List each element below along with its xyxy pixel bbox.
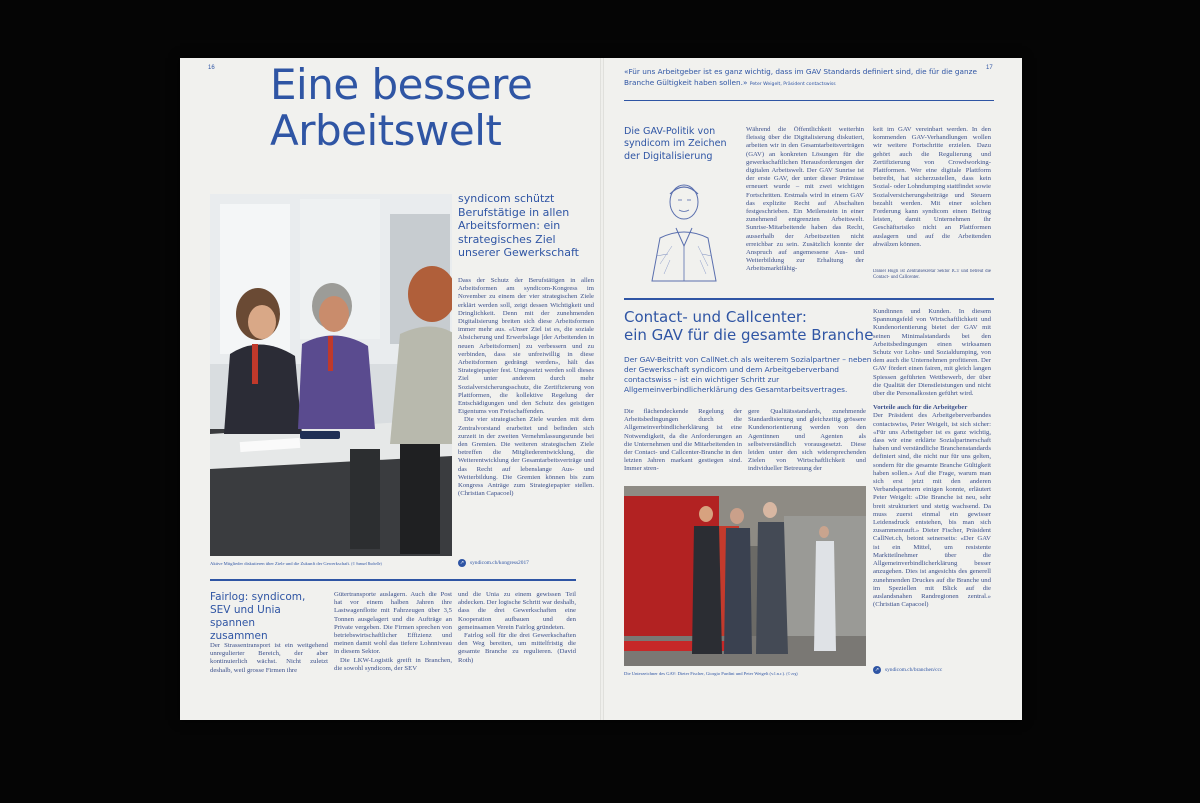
portrait-illustration [642,176,726,288]
gav-col-1 [746,126,864,290]
fairlog-col-2 [334,591,452,693]
arrow-icon: ↗ [459,560,465,566]
photo-illustration [624,486,866,666]
headline [270,62,532,154]
photo-gav-signatories [624,486,866,666]
callcenter-col-1 [624,408,742,482]
portrait-sketch [642,176,726,288]
magazine-spread [180,58,1022,720]
caption-credit: (© Samuel Buchelle) [351,562,382,566]
article-subhead: syndicom schützt Berufstätige in allen Arbeitsformen: ein strategisches Ziel unserer Gewerkschaft [458,192,579,260]
link-text: syndicom.ch/branchen/ccc [885,667,943,673]
quote-attribution: Peter Weigelt, Präsident contactswiss [749,81,836,87]
callcenter-title-line-1: Contact- und Callcenter: [624,308,807,326]
fairlog-title: Fairlog: syndicom, SEV und Unia spannen zusammen [210,591,306,642]
fairlog-paragraph: Der Strassentransport ist ein weitgehend unregulierter Bereich, der aber kontinuierlich wächst. Nicht zuletzt deshalb, weil grosse Firmen ihre [210,642,328,674]
callcenter-paragraph: Kundinnen und Kunden. In diesem Spannungsfeld von Wirtschaftlichkeit und Kundenorientierung bietet der GAV mit seinen Minimalstandards bei den Arbeitsbedingungen einen wirksamen Schutz vor Lohn- und Sozialdumping, von dem auch die Unternehmen profitieren. Der GAV fördert einen fairen, mit gleich langen Spiessen geführten Wettbewerb, der über die Qualität der Dienstleistungen und nicht über die Personalkosten geführt wird. [873,308,991,398]
callcenter-paragraph: Der Präsident des Arbeitgeberverbandes contactswiss, Peter Weigelt, ist sich sicher: «Für uns Arbeitgeber ist es ganz wichtig, dass wir eine erklärte Sozialpartnerschaft haben und verständliche Branchenstandards definiert sind, die nicht nur für uns gelten, sondern für die gesamte Branche Gültigkeit haben sollen.» Auf die Frage, warum man sich erst jetzt mit den anderen Verbandspartnern einigen konnte, erläutert Peter Weigelt: «Die Branche ist neu, sehr breit strukturiert und stetig wachsend. Da muss zuerst einmal ein gewisser Leidensdruck entstehen, bis man sich zusammenrauft.» Dieter Fischer, Präsident CallNet.ch, betont seinerseits: «Der GAV ist ein Mittel, um resistente Marktteilnehmer über die Allgemeinverbindlicherklärung besser anzugehen. Dies ist angesichts des generell zunehmenden Druckes auf die Branche und im Speziellen mit Blick auf die auslandsnahen Randregionen zentral.» (Christian Capacoel) [873,412,991,609]
page-number-right: 17 [986,65,993,71]
section-rule [624,298,994,300]
callcenter-lead: Der GAV-Beitritt von CallNet.ch als weiterem Sozialpartner – neben der Gewerkschaft syndicom und dem Arbeitgeberverband contactswiss – ist ein wichtiger Schritt zur Allgemeinverbindlicherklärung des Gesamtarbeitsvertrages. [624,355,872,394]
callcenter-col-3 [873,308,991,672]
callcenter-col-2 [748,408,866,482]
fairlog-col-1 [210,642,328,692]
photo-caption-left [210,561,382,566]
photo-illustration [210,194,452,556]
gav-col-2 [873,126,991,258]
gutter [600,58,604,720]
callcenter-paragraph: Die flächendeckende Regelung der Arbeitsbedingungen durch die Allgemeinverbindlicherklärung ist eine Notwendigkeit, da die Anforderungen an die Unternehmen und die Mitarbeitenden in der Contact- und Callcenter-Branche in den letzten Jahren markant gestiegen sind. Immer stren- [624,408,742,473]
callcenter-title-line-2: ein GAV für die gesamte Branche [624,326,874,344]
section-rule [210,579,576,581]
gav-paragraph: keit im GAV vereinbart werden. In den kommenden GAV-Verhandlungen wollen wir weitere Fortschritte erzielen. Dazu gehört auch die Regulierung und Zertifizierung von Crowdworking-Plattformen. Wer eine digitale Plattform betreibt, hat sicherzustellen, dass kein Sozial- oder Lohndumping stattfindet sowie Sozialversicherungsbeiträge und Steuern bezahlt werden. Mit einer solchen Forderung kann syndicom einen Beitrag leisten, damit Unternehmen ihr Geschäftsrisiko nicht an Plattformen auslagern und auf die Arbeitenden abwälzen können. [873,126,991,248]
article-body-left [458,277,594,557]
fairlog-paragraph: und die Unia zu einem gewissen Teil abdecken. Der logische Schritt war deshalb, dass die drei Gewerkschaften eine Kooperation aufbauen und den gemeinsamen Verein Fairlog gründeten. [458,591,576,631]
headline-line-1: Eine bessere [270,60,533,109]
photo-members-discussing [210,194,452,556]
article-paragraph: Dass der Schutz der Berufstätigen in allen Arbeitsformen am syndicom-Kongress im November zu einem der vier strategischen Ziele erklärt werden soll, zeigt dessen Wichtigkeit und Dringlichkeit. Denn mit der zunehmenden Digitalisierung breiten sich diese Arbeitsformen immer mehr aus. «Unser Ziel ist es, die soziale Absicherung und Erwerbslage [der Arbeitenden in neuen Arbeitsformen] zu verbessern und zu verbinden, dass sie unfreiwillig in diese Arbeitsformen gedrängt werden», hält das Strategiepapier fest. Umgesetzt werden soll dieses Ziel unter anderem durch mehr Sozialversicherungsschutz, die Zertifizierung von Plattformen, die kollektive Regelung der Entschädigungen und den Schutz des geistigen Eigentums von Freischaffenden. [458,277,594,416]
fairlog-paragraph: Fairlog soll für die drei Gewerkschaften den Weg bereiten, um mittelfristig die gesamte Branche zu regulieren. (David Roth) [458,632,576,664]
caption-credit: (© zvg) [786,672,798,676]
callcenter-title [624,308,873,344]
headline-line-2: Arbeitswelt [270,106,502,155]
article-paragraph: Die vier strategischen Ziele wurden mit dem Zentralvorstand erarbeitet und befinden sich zurzeit in der zweiten Vernehmlassungsrunde bei den Gremien. Die weiteren strategischen Ziele betreffen die Mitgliederentwicklung, die Weiterentwicklung der Gesamtarbeitsverträge und das Recht auf lebenslange Aus- und Weiterbildung. Die Gremien können bis zum Kongress Anträge zum Strategiepapier stellen. (Christian Capacoel) [458,416,594,498]
arrow-icon: ↗ [874,667,880,673]
callcenter-subheading: Vorteile auch für die Arbeitgeber [873,404,968,412]
quote-rule [624,100,994,101]
page-number-left: 16 [208,65,215,71]
gav-author-note: Daniel Hügli ist Zentralsekretär Sektor ICT und betreut die Contact- und Callcenter. [873,269,991,280]
callcenter-paragraph: gere Qualitätsstandards, zunehmende Standardisierung und gleichzeitig grössere Kundenorientierung werden von den Agentinnen und Agenten als selbstverständlich vorausgesetzt. Diese leiden unter den sich widersprechenden Zielen von Wirtschaftlichkeit und individueller Betreuung der [748,408,866,473]
fairlog-paragraph: Die LKW-Logistik greift in Branchen, die sowohl syndicom, der SEV [334,656,452,672]
gav-paragraph: Während die Öffentlichkeit weiterhin fleissig über die Digitalisierung diskutiert, arbeiten wir in den Gesamtarbeitsverträgen (GAV) an konkreten Lösungen für die gewerkschaftlichen Herausforderungen der digitalen Arbeitswelt. Der GAV Sunrise ist der erste GAV, der unter dieser Prämisse erneuert wurde – mit zwei wichtigen Fortschritten. Erstmals wird in einem GAV das explizite Recht auf Abschalten festgeschrieben. Ein Meilenstein in einer zunehmend entgrenzten Arbeitswelt. Sunrise-Mitarbeitende haben das Recht, ausserhalb der Arbeitszeiten nicht erreichbar zu sein. Zusätzlich konnte der Anspruch auf angemessene Aus- und Weiterbildung zur Erhaltung der Arbeitsmarktfähig- [746,126,864,273]
caption-text: Die Unterzeichner des GAV: Dieter Fischer, Giorgio Pardini und Peter Weigelt (v.l.n.r.). [624,671,786,676]
photo-caption-right [624,671,798,676]
top-quote [624,67,984,90]
link-branchen[interactable] [873,666,942,674]
fairlog-paragraph: Gütertransporte auslagern. Auch die Post hat vor einem halben Jahren ihre Lastwagenflotte mit Fahrzeugen über 3,5 Tonnen ausgelagert und die Aufträge an Private vergeben. Die Firmen sprechen von betriebswirtschaftlicher Effizienz und meinen damit wohl das tiefere Lohnniveau in diesem Sektor. [334,591,452,656]
caption-text: Aktive Mitglieder diskutieren über Ziele und die Zukunft der Gewerkschaft. [210,561,351,566]
link-text: syndicom.ch/kongress2017 [470,560,529,566]
gav-title: Die GAV-Politik von syndicom im Zeichen der Digitalisierung [624,126,727,162]
quote-text: «Für uns Arbeitgeber ist es ganz wichtig, dass im GAV Standards definiert sind, die für die ganze Branche Gültigkeit haben sollen.» [624,67,977,87]
fairlog-col-3 [458,591,576,693]
link-kongress[interactable] [458,559,529,567]
